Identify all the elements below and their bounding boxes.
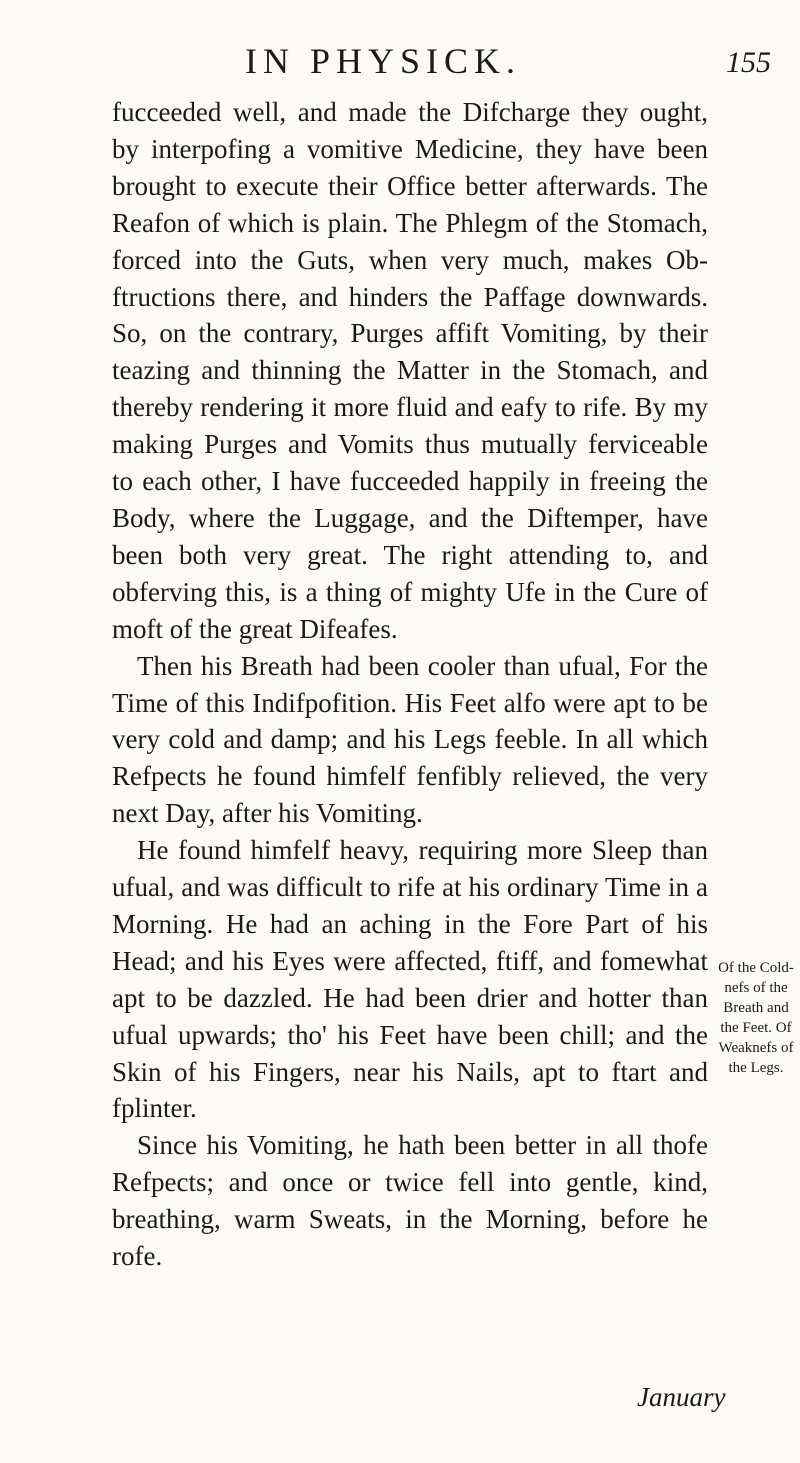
paragraph-2: Then his Breath had been cooler than ufual, For the Time of this Indifpofition. His Feet alfo were apt to be very cold and damp; and his Legs feeble. In all which Refpects he found himfelf fenfibly relieved, the very next Day, after his Vomiting.: [112, 650, 708, 829]
margin-note: Of the Coldnefs of the Breath and the Feet. Of Weaknefs of the Legs.: [718, 960, 794, 1076]
paragraph-1: fucceeded well, and made the Difcharge they ought, by interpofing a vomitive Medicine, they have been brought to execute their Office better afterwards. The Reafon of which is plain. The Phlegm of the Stomach, forced into the Guts, when very much, makes Obftructions there, and hinders the Paffage downwards. So, on the contrary, Purges affift Vomiting, by their teazing and thinning the Matter in the Stomach, and thereby rendering it more fluid and eafy to rife. By my making Purges and Vomits thus mutually ferviceable to each other, I have fucceeded happily in freeing the Body, where the Luggage, and the Diftemper, have been both very great. The right attending to, and obferving this, is a thing of mighty Ufe in the Cure of moft of the great Difeafes.: [112, 97, 708, 644]
catchword: January: [637, 1382, 726, 1412]
page-number: 155: [726, 46, 771, 79]
body-text: [112, 94, 708, 1275]
paragraph-4: Since his Vomiting, he hath been better in all thofe Refpects; and once or twice fell into gentle, kind, breathing, warm Sweats, in the Morning, before he rofe.: [112, 1130, 708, 1272]
paragraph-3: He found himfelf heavy, requiring more Sleep than ufual, and was difficult to rife at his ordinary Time in a Morning. He had an aching in the Fore Part of his Head; and his Eyes were affected, ftiff, and fomewhat apt to be dazzled. He had been drier and hotter than ufual upwards; tho' his Feet have been chill; and the Skin of his Fingers, near his Nails, apt to ftart and fplinter.: [112, 835, 708, 1124]
running-head: IN PHYSICK.: [245, 41, 522, 81]
